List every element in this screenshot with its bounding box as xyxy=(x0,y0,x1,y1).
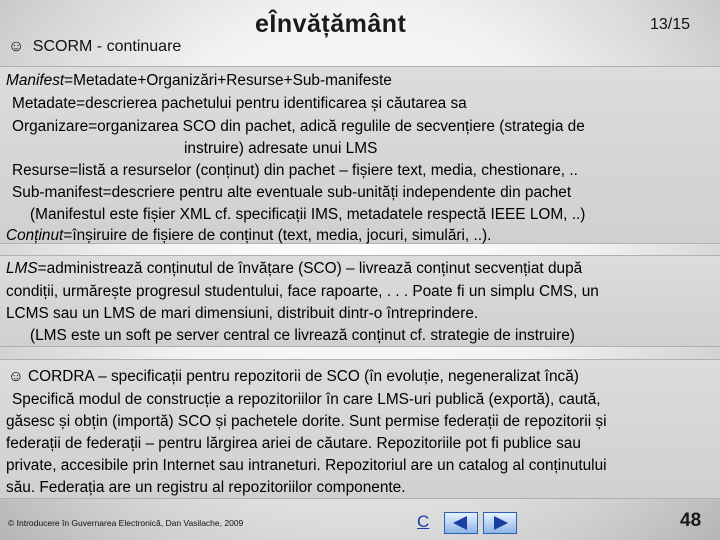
text-line xyxy=(6,259,582,278)
line-text: găsesc și obțin (importă) SCO și pachetele dorite. Sunt permise federații de repozitorii și xyxy=(6,413,607,430)
line-text: (Manifestul este fișier XML cf. specificații IMS, metadatele respectă IEEE LOM, ..) xyxy=(30,206,586,223)
line-text: condiții, urmărește progresul studentului, face rapoarte, . . . Poate fi un simplu CMS, un xyxy=(6,283,599,300)
section-heading xyxy=(8,38,181,56)
text-line xyxy=(8,367,579,386)
slide-number: 48 xyxy=(680,510,702,531)
line-text: Organizare=organizarea SCO din pachet, adică regulile de secvențiere (strategia de xyxy=(12,118,585,135)
text-line xyxy=(12,183,571,202)
section-heading-text: SCORM - continuare xyxy=(32,38,182,55)
text-line xyxy=(6,226,491,245)
text-line xyxy=(6,412,607,431)
text-line xyxy=(6,282,599,301)
text-line xyxy=(6,71,392,90)
smiley-bullet-icon: ☺ xyxy=(8,38,25,55)
arrow-left-icon xyxy=(445,513,477,533)
text-line xyxy=(12,161,578,180)
arrow-right-icon xyxy=(484,513,516,533)
line-text: său. Federația are un registru al repozitoriilor componente. xyxy=(6,479,406,496)
text-line xyxy=(30,326,575,345)
text-line xyxy=(6,456,607,475)
page-counter: 13/15 xyxy=(650,16,691,33)
text-line xyxy=(6,434,581,453)
slide-header xyxy=(0,0,720,64)
slide-title: eÎnvățământ xyxy=(255,10,407,38)
previous-slide-button[interactable] xyxy=(444,512,478,534)
italic-term: Conținut xyxy=(6,227,64,244)
line-text: Resurse=listă a resurselor (conținut) din pachet – fișiere text, media, chestionare, .. xyxy=(12,162,578,179)
next-slide-button[interactable] xyxy=(483,512,517,534)
line-text: private, accesibile prin Internet sau intraneturi. Repozitoriul are un catalog al conținutului xyxy=(6,457,607,474)
italic-term: LMS xyxy=(6,260,38,277)
text-line xyxy=(12,94,467,113)
text-line xyxy=(30,205,585,224)
line-text: LCMS sau un LMS de mari dimensiuni, distribuit dintr-o întreprindere. xyxy=(6,305,479,322)
text-line xyxy=(12,117,585,136)
line-text: instruire) adresate unui LMS xyxy=(184,140,378,157)
footer-credit: © Introducere în Guvernarea Electronică, Dan Vasilache, 2009 xyxy=(8,518,244,528)
text-line xyxy=(6,478,406,497)
line-text: federații de federații – pentru lărgirea ariei de căutare. Repozitoriile pot fi publice sau xyxy=(6,435,581,452)
text-line xyxy=(12,390,601,409)
line-text: Sub-manifest=descriere pentru alte eventuale sub-unități independente din pachet xyxy=(12,184,572,201)
line-text: =Metadate+Organizări+Resurse+Sub-manifeste xyxy=(64,72,392,89)
contents-link[interactable]: C xyxy=(417,512,430,531)
line-text: CORDRA – specificații pentru repozitorii de SCO (în evoluție, negeneralizat încă) xyxy=(28,368,579,385)
italic-term: Manifest xyxy=(6,72,65,89)
line-text: =înșiruire de fișiere de conținut (text, media, jocuri, simulări, ..). xyxy=(63,227,492,244)
line-text: Specifică modul de construcție a repozitoriilor în care LMS-uri publică (exportă), caută, xyxy=(12,391,601,408)
line-text: =administrează conținutul de învățare (SCO) – livrează conținut secvențiat după xyxy=(37,260,583,277)
text-line xyxy=(184,139,377,158)
text-line xyxy=(6,304,478,323)
line-text: (LMS este un soft pe server central ce livrează conținut cf. strategie de instruire) xyxy=(30,327,575,344)
line-text: Metadate=descrierea pachetului pentru identificarea și căutarea sa xyxy=(12,95,467,112)
smiley-bullet-icon: ☺ xyxy=(8,368,24,385)
